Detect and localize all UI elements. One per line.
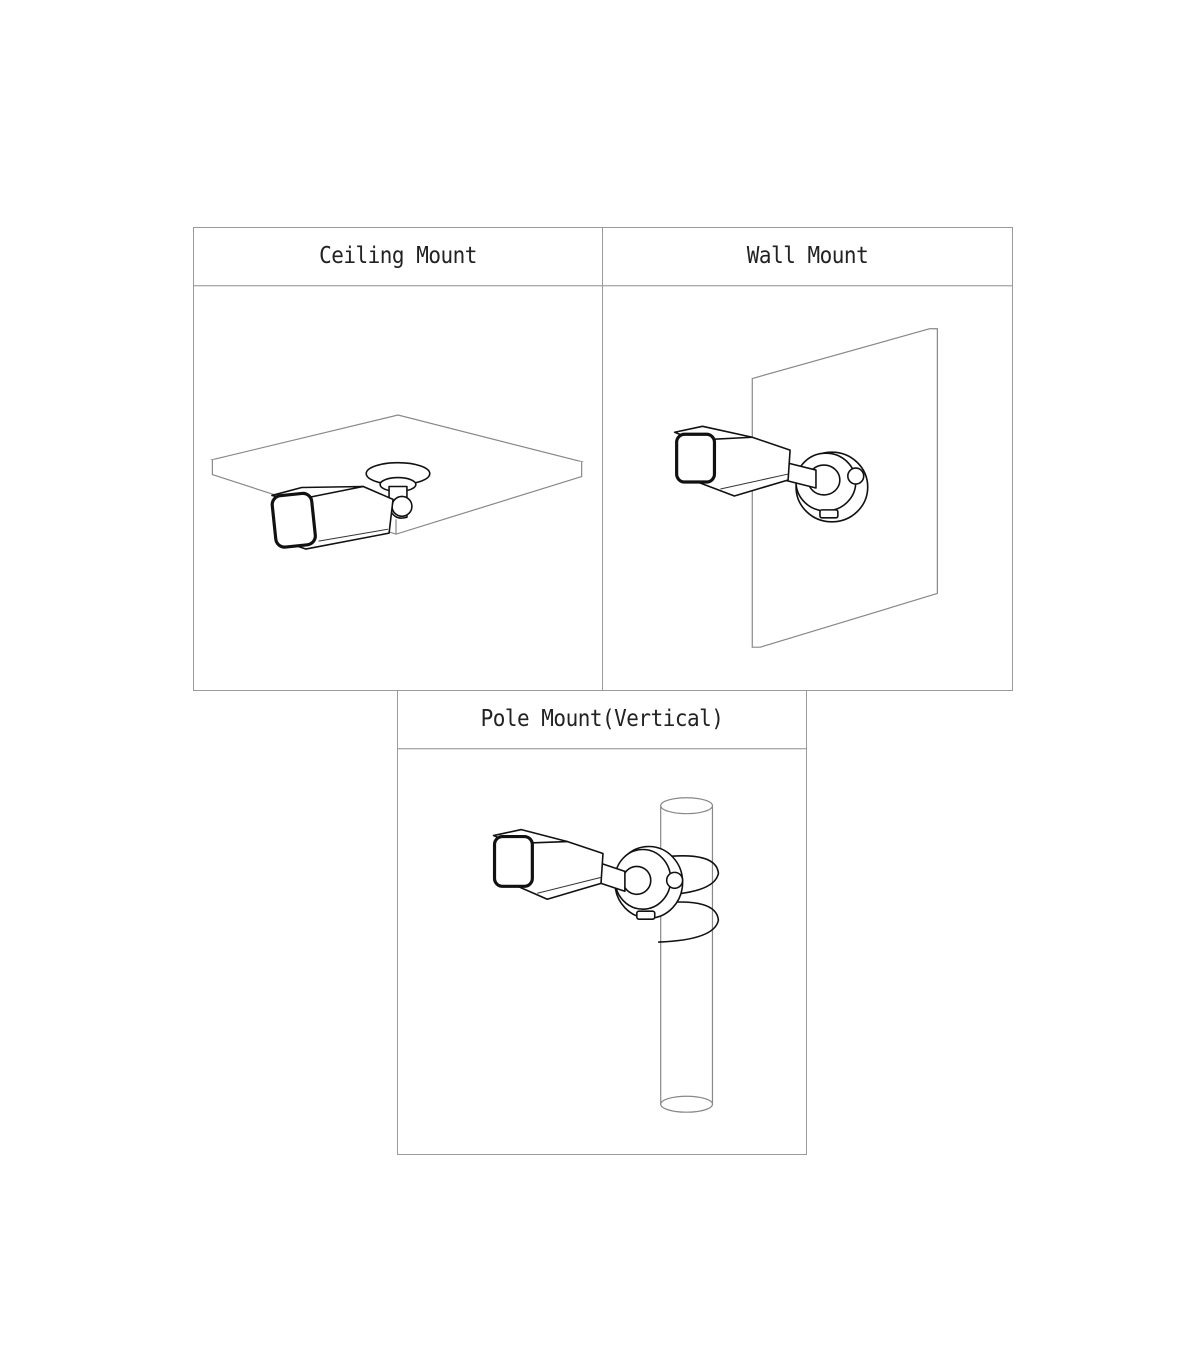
pole-icon [661,798,713,1112]
pole-mount-panel [397,690,807,1155]
wall-mount-title: Wall Mount [603,225,1012,287]
ceiling-mount-title: Ceiling Mount [194,225,602,287]
wall-mount-panel [602,227,1013,691]
ceiling-camera-icon [271,487,393,550]
pole-camera-icon [494,830,603,900]
wall-mount-drawing [603,283,1012,690]
pole-mount-drawing [398,746,806,1154]
ceiling-mount-illustration [194,283,602,690]
pole-mount-title: Pole Mount(Vertical) [398,688,806,750]
wall-mount-illustration [603,283,1012,690]
pole-mount-illustration [398,746,806,1154]
wall-junction-box-icon [796,452,868,522]
ceiling-mount-drawing [194,283,602,690]
ceiling-mount-panel [193,227,603,691]
